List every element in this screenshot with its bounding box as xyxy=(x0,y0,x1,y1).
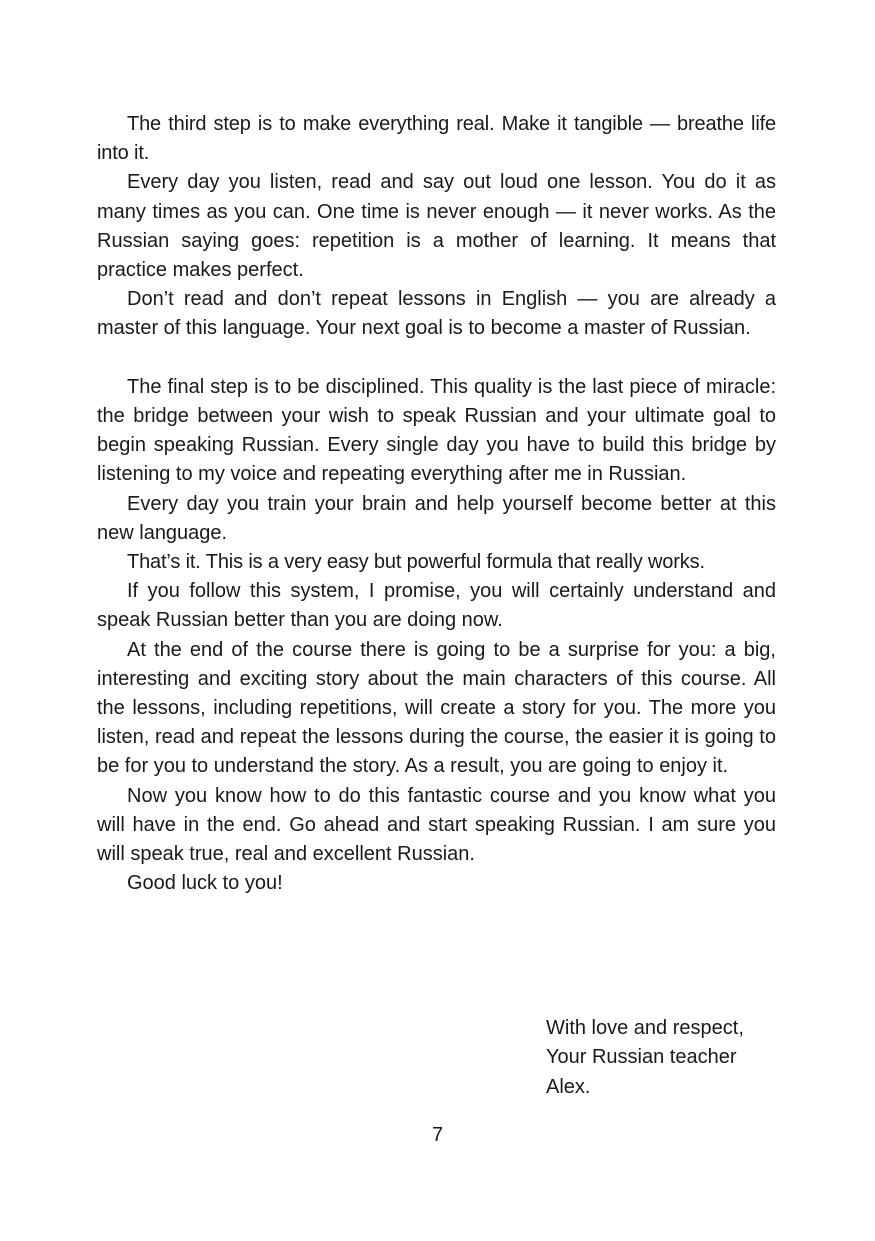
paragraph-formula: That’s it. This is a very easy but powerful formula that really works. xyxy=(127,551,705,574)
paragraph-train-brain: Every day you train your brain and help yourself become better at this new language. xyxy=(97,492,776,544)
paragraph-good-luck: Good luck to you! xyxy=(127,872,283,895)
signature-closing: With love and respect, xyxy=(546,1017,744,1039)
body-text xyxy=(97,110,776,898)
signature-role: Your Russian teacher xyxy=(546,1046,737,1069)
section-gap xyxy=(97,344,776,373)
paragraph-surprise: At the end of the course there is going to be a surprise for you: a big, interesting and exciting story about the main characters of this course. All the lessons, including repetitions, will create a story for you. The more you listen, read and repeat the lessons during the course, the easier it is going to be for you to understand the story. As a result, you are going to enjoy it. xyxy=(97,638,776,778)
paragraph-final-step: The final step is to be disciplined. This quality is the last piece of miracle: the bridge between your wish to speak Russian and your ultimate goal to begin speaking Russian. Every single day you have to build this bridge by listening to my voice and repeating everything after me in Russian. xyxy=(97,375,776,486)
signature xyxy=(546,1014,744,1102)
signature-author: Alex. xyxy=(546,1075,591,1098)
paragraph-daily-lesson: Every day you listen, read and say out loud one lesson. You do it as many times as you can. One time is never enough — it never works. As the Russian saying goes: repetition is a mother of learning. It means that practice makes perfect. xyxy=(97,171,776,282)
paragraph-no-english: Don’t read and don’t repeat lessons in English — you are already a master of this language. Your next goal is to become a master of Russian. xyxy=(97,288,776,340)
paragraph-promise: If you follow this system, I promise, you will certainly understand and speak Russian better than you are doing now. xyxy=(97,580,776,632)
paragraph-third-step: The third step is to make everything real. Make it tangible — breathe life into it. xyxy=(97,113,776,165)
paragraph-go-ahead: Now you know how to do this fantastic course and you know what you will have in the end. Go ahead and start speaking Russian. I am sure you will speak true, real and excellent Russian. xyxy=(97,784,776,866)
page-number: 7 xyxy=(431,1124,444,1146)
